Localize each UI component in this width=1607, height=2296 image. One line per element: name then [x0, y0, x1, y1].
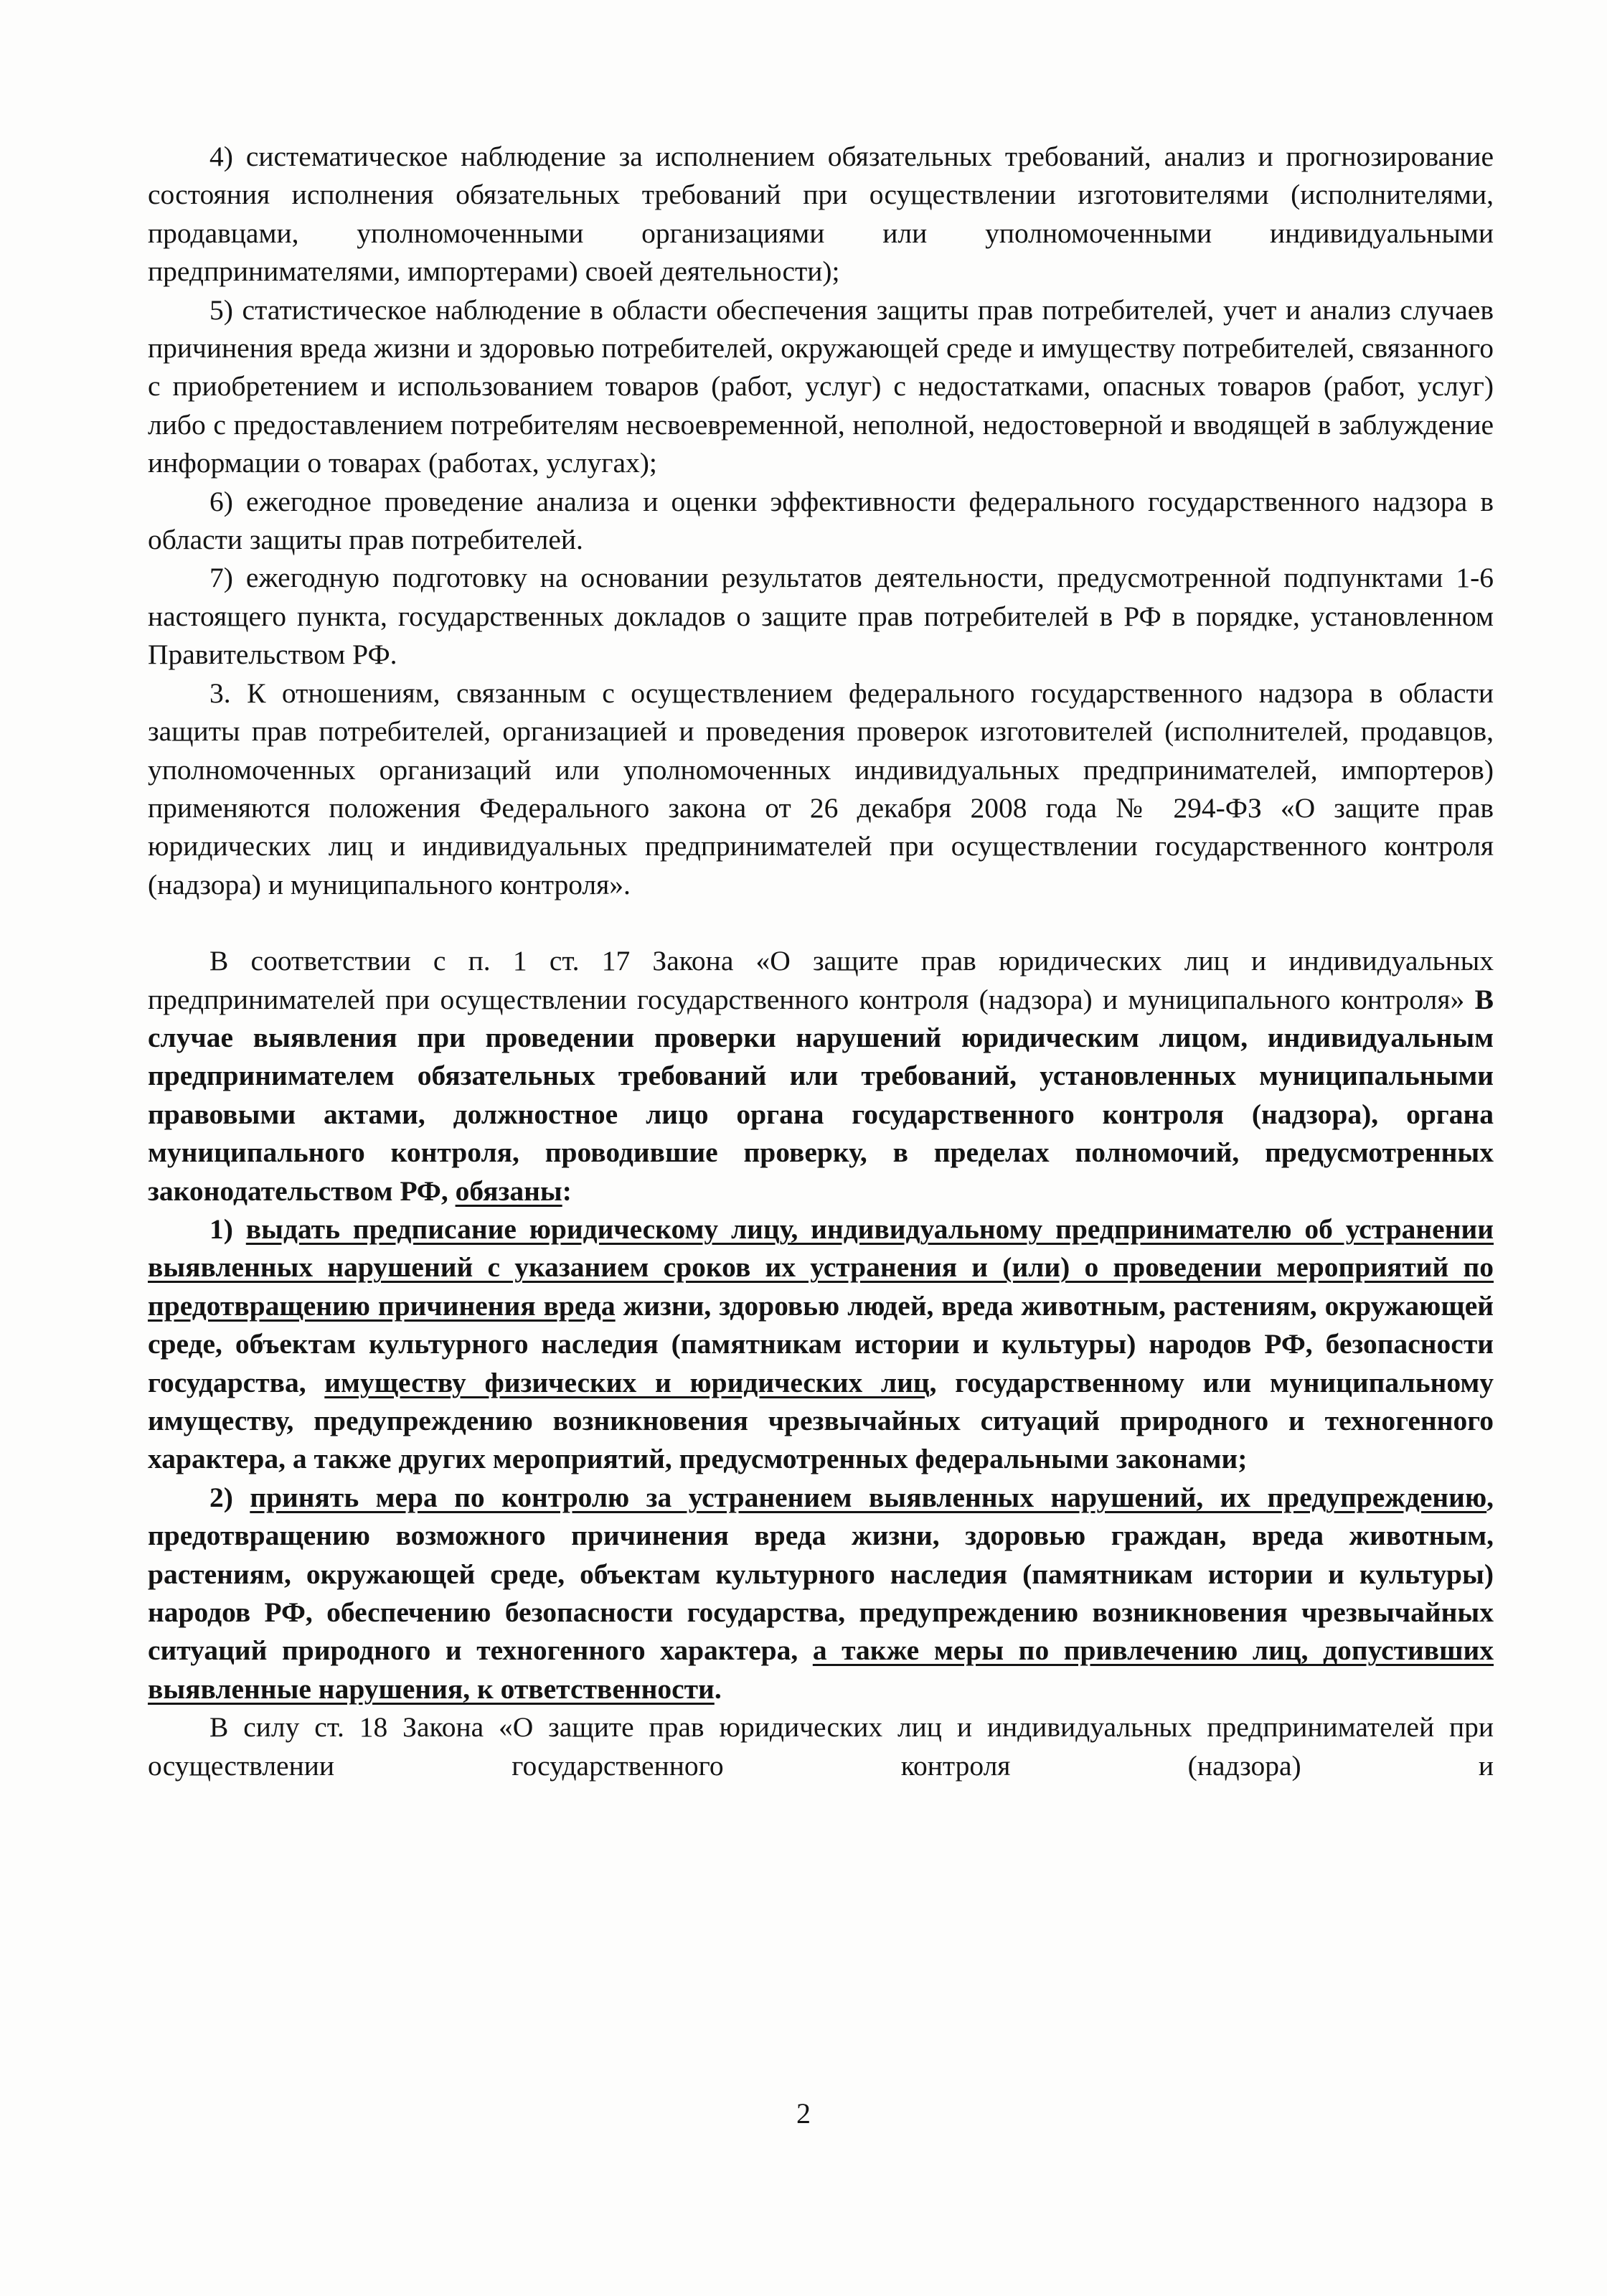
document-body [148, 138, 1494, 1785]
obligation-1-underlined: выдать предписание юридическому лицу, индивидуальному предпринимателю об устранении выявленных нарушений с указанием сроков их устранения и (или) о проведении мероприятий по предотвращению причинения вреда [148, 1213, 1494, 1322]
obligation-1-text-end: , государственному или муниципальному имуществу, предупреждению возникновения чрезвычайных ситуаций природного и техногенного характера, а также других мероприятий, предусмотренных федеральными законами; [148, 1366, 1494, 1475]
obligation-2-period: . [714, 1672, 722, 1705]
paragraph-item-6: 6) ежегодное проведение анализа и оценки эффективности федерального государственного надзора в области защиты прав потребителей. [148, 485, 1494, 556]
article-17-reference: В соответствии с п. 1 ст. 17 Закона «О защите прав юридических лиц и индивидуальных предпринимателей при осуществлении государственного контроля (надзора) и муниципального контроля» [148, 945, 1494, 1015]
paragraph-item-7: 7) ежегодную подготовку на основании результатов деятельности, предусмотренной подпунктами 1-6 настоящего пункта, государственных докладов о защите прав потребителей в РФ в порядке, установленном Правительством РФ. [148, 562, 1494, 671]
obligation-1 [148, 1210, 1494, 1479]
article-17-bold-text: В случае выявления при проведении проверки нарушений юридическим лицом, индивидуальным предпринимателем обязательных требований или требований, установленных муниципальными правовыми актами, должностное лицо органа государственного контроля (надзора), органа муниципального контроля, проводившие проверку, в пределах полномочий, предусмотренных законодательством РФ, [148, 983, 1494, 1207]
obliged-underlined-word: обязаны [455, 1175, 562, 1207]
paragraph-item-3: 3. К отношениям, связанным с осуществлением федерального государственного надзора в области защиты прав потребителей, организацией и проведения проверок изготовителей (исполнителей, продавцов, уполномоченных организаций или уполномоченных индивидуальных предпринимателей, импортеров) применяются положения Федерального закона от 26 декабря 2008 года № 294-ФЗ «О защите прав юридических лиц и индивидуальных предпринимателей при осуществлении государственного контроля (надзора) и муниципального контроля». [148, 677, 1494, 900]
obligation-2-text: , предотвращению возможного причинения вреда жизни, здоровью граждан, вреда животным, растениям, окружающей среде, объектам культурного наследия (памятникам истории и культуры) народов РФ, обеспечению безопасности государства, предупреждению возникновения чрезвычайных ситуаций природного и техногенного характера, [148, 1481, 1494, 1667]
obligation-1-underlined-property: имуществу физических и юридических лиц [324, 1366, 930, 1398]
obligation-2 [148, 1479, 1494, 1708]
obligation-2-number: 2) [209, 1481, 250, 1513]
paragraph-item-5: 5) статистическое наблюдение в области обеспечения защиты прав потребителей, учет и анализ случаев причинения вреда жизни и здоровью потребителей, окружающей среде и имуществу потребителей, связанного с приобретением и использованием товаров (работ, услуг) с недостатками, опасных товаров (работ, услуг) либо с предоставлением потребителям несвоевременной, неполной, недостоверной и вводящей в заблуждение информации о товарах (работах, услугах); [148, 293, 1494, 479]
obligation-1-number: 1) [209, 1213, 246, 1245]
colon: : [562, 1175, 572, 1207]
page-number: 2 [796, 2097, 811, 2130]
obligation-2-underlined-liability: а также меры по привлечению лиц, допустивших выявленные нарушения, к ответственности [148, 1634, 1494, 1705]
obligation-1-text: жизни, здоровью людей, вреда животным, растениям, окружающей среде, объектам культурного наследия (памятникам истории и культуры) народов РФ, безопасности государства, [148, 1289, 1494, 1398]
paragraph-item-4: 4) систематическое наблюдение за исполнением обязательных требований, анализ и прогнозирование состояния исполнения обязательных требований при осуществлении изготовителями (исполнителями, продавцами, уполномоченными организациями или уполномоченными индивидуальными предпринимателями, импортерами) своей деятельности); [148, 141, 1494, 288]
paragraph-article-18: В силу ст. 18 Закона «О защите прав юридических лиц и индивидуальных предпринимателей при осуществлении государственного контроля (надзора) и [148, 1711, 1494, 1782]
obligation-2-underlined: принять мера по контролю за устранением выявленных нарушений, их предупреждению [250, 1481, 1487, 1513]
paragraph-article-17 [148, 942, 1494, 1210]
